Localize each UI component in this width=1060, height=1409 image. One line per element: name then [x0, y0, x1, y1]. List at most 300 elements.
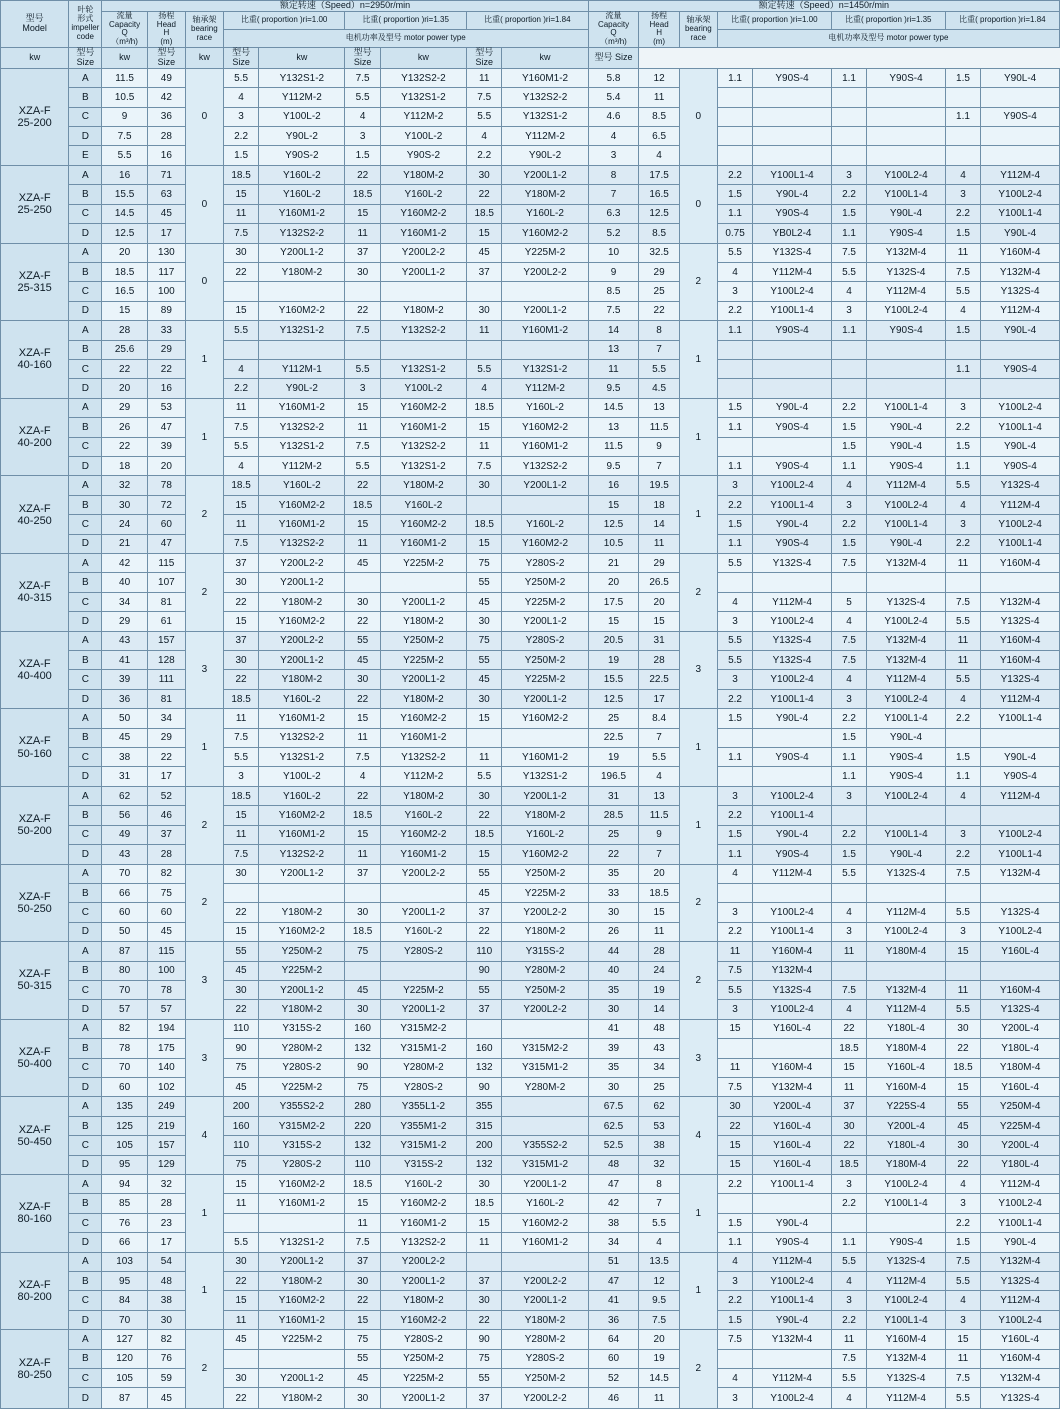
kw-184-2950-cell: 30 [466, 1175, 501, 1194]
kw-135-2950-cell: 30 [345, 903, 380, 922]
capacity-1450-cell: 4.6 [588, 107, 639, 126]
head-2950-cell: 102 [147, 1077, 185, 1096]
size-100-2950-cell: Y160M2-2 [259, 612, 345, 631]
head-1450-cell: 19.5 [639, 476, 680, 495]
kw-135-2950-cell: 15 [345, 1194, 380, 1213]
capacity-1450-cell: 11 [588, 359, 639, 378]
model-cell [1, 1252, 69, 1330]
kw-184-2950-cell: 315 [466, 1116, 501, 1135]
capacity-2950-cell: 70 [102, 864, 148, 883]
bearing-race-1450-cell: 2 [679, 864, 717, 942]
size-135-2950-cell: Y132S2-2 [380, 1233, 466, 1252]
model-size: 80-200 [17, 1290, 52, 1303]
impeller-code-cell: C [69, 1213, 102, 1232]
bearing-en2-2: race [690, 32, 707, 42]
size-135-2950-cell [380, 573, 466, 592]
impeller-code-cell: A [69, 942, 102, 961]
kw-184-2950-cell: 15 [466, 1213, 501, 1232]
size-135-1450-cell: Y100L2-4 [867, 922, 946, 941]
size-135-2950-cell: Y160M2-2 [380, 825, 466, 844]
kw-100-1450-cell: 1.1 [717, 321, 752, 340]
size-135-1450-cell: Y100L2-4 [867, 612, 946, 631]
kw-184-2950-cell: 15 [466, 534, 501, 553]
table-row [1, 1058, 1060, 1077]
table-row [1, 748, 1060, 767]
size-100-1450-cell: Y100L2-4 [753, 1272, 832, 1291]
table-row [1, 670, 1060, 689]
size-135-1450-cell [867, 127, 946, 146]
impeller-code-cell: B [69, 340, 102, 359]
size-100-1450-cell: Y132M-4 [753, 961, 832, 980]
kw-184-2950-cell: 11 [466, 437, 501, 456]
kw-184-2950-cell: 132 [466, 1155, 501, 1174]
kw-100-1450-cell [717, 127, 752, 146]
kw-100-1450-cell: 1.5 [717, 1213, 752, 1232]
kw-135-1450-cell: 3 [831, 165, 866, 184]
kw-135-2950-cell: 5.5 [345, 359, 380, 378]
kw-135-1450-cell: 2.2 [831, 825, 866, 844]
capacity-1450-cell: 62.5 [588, 1116, 639, 1135]
size-184-1450-cell: Y90L-4 [981, 748, 1060, 767]
size-135-1450-cell: Y112M-4 [867, 903, 946, 922]
size-135-1450-cell: Y132M-4 [867, 631, 946, 650]
kw-184-2950-cell: 55 [466, 1369, 501, 1388]
capacity-2950-cell: 21 [102, 534, 148, 553]
table-row [1, 107, 1060, 126]
kw-184-1450-cell: 18.5 [945, 1058, 980, 1077]
capacity-1450-cell: 47 [588, 1272, 639, 1291]
model-size: 40-315 [17, 592, 52, 605]
kw-100-2950-cell: 22 [223, 903, 258, 922]
head-unit-2: (m) [653, 37, 666, 47]
cap-en-2: Capacity [597, 19, 630, 29]
kw-184-1450-cell: 15 [945, 1330, 980, 1349]
size-135-1450-cell: Y90L-4 [867, 437, 946, 456]
size-100-1450-cell: Y160L-4 [753, 1116, 832, 1135]
size-100-2950-cell: Y90L-2 [259, 127, 345, 146]
bearing-race-1450-cell: 0 [679, 68, 717, 165]
head-1450-cell: 48 [639, 1019, 680, 1038]
kw-100-1450-cell [717, 437, 752, 456]
size-100-2950-cell: Y160M1-2 [259, 709, 345, 728]
cap-cn-1: 流量 [116, 10, 133, 20]
size-184-2950-cell: Y200L1-2 [502, 689, 588, 708]
kw-100-2950-cell [223, 340, 258, 359]
header-prop100-1450: 比重( proportion )ri=1.00 [717, 11, 831, 29]
bearing-race-2950-cell: 2 [185, 476, 223, 554]
kw-135-2950-cell: 22 [345, 301, 380, 320]
size-100-1450-cell [753, 340, 832, 359]
kw-135-1450-cell: 3 [831, 1175, 866, 1194]
size-100-2950-cell: Y132S1-2 [259, 321, 345, 340]
size-135-1450-cell: Y100L1-4 [867, 185, 946, 204]
impeller-code-cell: D [69, 224, 102, 243]
kw-100-1450-cell: 3 [717, 1272, 752, 1291]
capacity-2950-cell: 10.5 [102, 88, 148, 107]
table-row [1, 301, 1060, 320]
impeller-code-cell: B [69, 961, 102, 980]
capacity-2950-cell: 84 [102, 1291, 148, 1310]
size-135-1450-cell: Y132S-4 [867, 1369, 946, 1388]
capacity-1450-cell: 30 [588, 903, 639, 922]
kw-135-1450-cell: 1.5 [831, 728, 866, 747]
head-2950-cell: 115 [147, 554, 185, 573]
bearing-cn-2: 轴承架 [686, 15, 711, 25]
kw-135-2950-cell: 55 [345, 1349, 380, 1368]
kw-184-2950-cell: 55 [466, 651, 501, 670]
kw-135-1450-cell: 2.2 [831, 398, 866, 417]
kw-100-2950-cell: 15 [223, 185, 258, 204]
kw-100-1450-cell: 2.2 [717, 165, 752, 184]
size-184-2950-cell: Y250M-2 [502, 651, 588, 670]
size-100-1450-cell: Y100L1-4 [753, 806, 832, 825]
impeller-code-cell: A [69, 554, 102, 573]
kw-135-2950-cell: 3 [345, 379, 380, 398]
kw-135-2950-cell: 5.5 [345, 88, 380, 107]
kw-100-1450-cell [717, 728, 752, 747]
hdr-kw-3: kw [259, 48, 345, 69]
size-135-1450-cell: Y180L-4 [867, 1019, 946, 1038]
kw-100-2950-cell: 75 [223, 1058, 258, 1077]
size-135-1450-cell [867, 961, 946, 980]
size-135-1450-cell: Y90S-4 [867, 321, 946, 340]
impeller-code-cell: A [69, 864, 102, 883]
size-100-2950-cell [259, 1213, 345, 1232]
size-135-2950-cell: Y280S-2 [380, 1330, 466, 1349]
size-135-2950-cell: Y200L1-2 [380, 903, 466, 922]
model-size: 80-250 [17, 1368, 52, 1381]
bearing-race-2950-cell: 0 [185, 68, 223, 165]
kw-100-1450-cell: 1.5 [717, 515, 752, 534]
kw-184-2950-cell: 18.5 [466, 515, 501, 534]
kw-135-2950-cell: 11 [345, 534, 380, 553]
kw-100-1450-cell: 1.1 [717, 418, 752, 437]
kw-184-2950-cell [466, 282, 501, 301]
model-size: 50-200 [17, 825, 52, 838]
impeller-code-cell: B [69, 573, 102, 592]
model-size: 25-250 [17, 204, 52, 217]
bearing-race-1450-cell: 1 [679, 1175, 717, 1253]
kw-135-2950-cell: 15 [345, 515, 380, 534]
capacity-2950-cell: 15.5 [102, 185, 148, 204]
head-1450-cell: 38 [639, 1136, 680, 1155]
size-135-2950-cell: Y200L2-2 [380, 243, 466, 262]
impeller-code-cell: D [69, 689, 102, 708]
capacity-1450-cell: 35 [588, 1058, 639, 1077]
table-row [1, 1175, 1060, 1194]
bearing-race-2950-cell: 1 [185, 1252, 223, 1330]
head-1450-cell: 4 [639, 767, 680, 786]
head-1450-cell: 14.5 [639, 1369, 680, 1388]
header-capacity-1450 [588, 11, 639, 47]
head-2950-cell: 71 [147, 165, 185, 184]
capacity-1450-cell: 15 [588, 495, 639, 514]
header-impeller-code [69, 1, 102, 48]
size-184-1450-cell: Y160M-4 [981, 980, 1060, 999]
kw-184-2950-cell: 37 [466, 903, 501, 922]
head-2950-cell: 81 [147, 689, 185, 708]
capacity-1450-cell: 41 [588, 1019, 639, 1038]
size-184-2950-cell: Y160M1-2 [502, 68, 588, 87]
size-135-2950-cell: Y132S2-2 [380, 68, 466, 87]
bearing-race-1450-cell: 1 [679, 709, 717, 787]
table-row [1, 398, 1060, 417]
kw-184-1450-cell: 4 [945, 165, 980, 184]
kw-100-2950-cell: 7.5 [223, 534, 258, 553]
header-impeller-cn: 叶轮 [77, 5, 94, 15]
kw-135-1450-cell: 37 [831, 1097, 866, 1116]
size-100-2950-cell: Y132S1-2 [259, 437, 345, 456]
size-184-1450-cell: Y100L2-4 [981, 515, 1060, 534]
kw-135-2950-cell: 45 [345, 554, 380, 573]
table-row [1, 1272, 1060, 1291]
size-184-1450-cell: Y132M-4 [981, 592, 1060, 611]
size-100-2950-cell: Y200L2-2 [259, 631, 345, 650]
kw-100-2950-cell: 45 [223, 961, 258, 980]
head-2950-cell: 39 [147, 437, 185, 456]
capacity-2950-cell: 11.5 [102, 68, 148, 87]
head-1450-cell: 28 [639, 651, 680, 670]
size-100-2950-cell: Y200L1-2 [259, 864, 345, 883]
bearing-race-1450-cell: 1 [679, 786, 717, 864]
size-135-1450-cell: Y100L2-4 [867, 165, 946, 184]
kw-184-1450-cell: 1.5 [945, 748, 980, 767]
size-100-1450-cell: Y90S-4 [753, 321, 832, 340]
kw-135-2950-cell: 45 [345, 651, 380, 670]
size-184-2950-cell: Y200L1-2 [502, 1291, 588, 1310]
table-row [1, 1388, 1060, 1408]
head-2950-cell: 34 [147, 709, 185, 728]
kw-184-1450-cell: 5.5 [945, 612, 980, 631]
kw-100-2950-cell: 11 [223, 1194, 258, 1213]
size-184-2950-cell: Y280M-2 [502, 1077, 588, 1096]
kw-184-2950-cell: 30 [466, 301, 501, 320]
bearing-race-1450-cell: 2 [679, 554, 717, 632]
size-135-1450-cell [867, 883, 946, 902]
capacity-2950-cell: 103 [102, 1252, 148, 1271]
model-size: 40-160 [17, 359, 52, 372]
size-135-1450-cell: Y100L1-4 [867, 515, 946, 534]
kw-100-1450-cell: 7.5 [717, 961, 752, 980]
header-impeller-cn2: 形式 [77, 14, 94, 24]
impeller-code-cell: A [69, 1330, 102, 1349]
size-135-1450-cell [867, 88, 946, 107]
capacity-1450-cell: 30 [588, 1077, 639, 1096]
size-184-1450-cell [981, 379, 1060, 398]
size-184-1450-cell: Y160L-4 [981, 1077, 1060, 1096]
head-1450-cell: 11 [639, 1388, 680, 1408]
hdr-size-5: 型号 Size [588, 48, 639, 69]
capacity-2950-cell: 56 [102, 806, 148, 825]
size-100-2950-cell: Y132S2-2 [259, 534, 345, 553]
kw-100-1450-cell: 3 [717, 282, 752, 301]
capacity-1450-cell: 39 [588, 1039, 639, 1058]
head-2950-cell: 45 [147, 204, 185, 223]
head-1450-cell: 17.5 [639, 165, 680, 184]
size-184-2950-cell: Y200L2-2 [502, 903, 588, 922]
kw-135-1450-cell [831, 340, 866, 359]
kw-184-1450-cell [945, 340, 980, 359]
kw-100-2950-cell: 4 [223, 456, 258, 475]
kw-135-1450-cell [831, 88, 866, 107]
size-100-2950-cell: Y100L-2 [259, 107, 345, 126]
capacity-2950-cell: 22 [102, 359, 148, 378]
size-184-2950-cell: Y200L1-2 [502, 1175, 588, 1194]
size-184-2950-cell: Y160M2-2 [502, 1213, 588, 1232]
kw-100-1450-cell: 4 [717, 864, 752, 883]
head-1450-cell: 26.5 [639, 573, 680, 592]
capacity-1450-cell: 3 [588, 146, 639, 165]
size-135-2950-cell: Y225M-2 [380, 554, 466, 573]
kw-100-2950-cell: 5.5 [223, 748, 258, 767]
kw-100-1450-cell [717, 1194, 752, 1213]
head-2950-cell: 128 [147, 651, 185, 670]
head-2950-cell: 48 [147, 1272, 185, 1291]
kw-184-1450-cell: 3 [945, 1194, 980, 1213]
table-row [1, 1000, 1060, 1019]
size-135-2950-cell: Y160L-2 [380, 495, 466, 514]
capacity-1450-cell: 52 [588, 1369, 639, 1388]
kw-184-1450-cell: 5.5 [945, 476, 980, 495]
kw-184-2950-cell: 30 [466, 786, 501, 805]
size-184-2950-cell: Y280M-2 [502, 961, 588, 980]
table-row [1, 554, 1060, 573]
size-135-2950-cell: Y180M-2 [380, 165, 466, 184]
kw-100-2950-cell: 2.2 [223, 127, 258, 146]
size-135-1450-cell: Y100L1-4 [867, 398, 946, 417]
kw-135-2950-cell: 15 [345, 1310, 380, 1329]
capacity-1450-cell: 22.5 [588, 728, 639, 747]
size-135-2950-cell: Y200L1-2 [380, 1272, 466, 1291]
capacity-1450-cell: 14.5 [588, 398, 639, 417]
kw-100-2950-cell: 18.5 [223, 689, 258, 708]
impeller-code-cell: B [69, 418, 102, 437]
impeller-code-cell: B [69, 806, 102, 825]
size-135-1450-cell: Y100L1-4 [867, 825, 946, 844]
size-184-2950-cell: Y90L-2 [502, 146, 588, 165]
kw-100-1450-cell: 5.5 [717, 980, 752, 999]
kw-100-1450-cell: 1.5 [717, 709, 752, 728]
impeller-code-cell: A [69, 321, 102, 340]
hdr-size-0: 型号 Size [69, 48, 102, 69]
kw-135-1450-cell: 5.5 [831, 864, 866, 883]
size-184-2950-cell: Y200L1-2 [502, 476, 588, 495]
size-184-1450-cell [981, 806, 1060, 825]
size-184-1450-cell: Y132S-4 [981, 476, 1060, 495]
size-100-1450-cell: Y100L2-4 [753, 1000, 832, 1019]
size-135-1450-cell: Y100L1-4 [867, 1310, 946, 1329]
table-row [1, 1291, 1060, 1310]
size-135-2950-cell: Y160M2-2 [380, 515, 466, 534]
size-100-1450-cell [753, 88, 832, 107]
head-1450-cell: 7 [639, 728, 680, 747]
size-135-1450-cell: Y112M-4 [867, 282, 946, 301]
kw-135-1450-cell: 7.5 [831, 651, 866, 670]
table-row [1, 1039, 1060, 1058]
head-2950-cell: 32 [147, 1175, 185, 1194]
capacity-2950-cell: 15 [102, 301, 148, 320]
size-135-2950-cell [380, 883, 466, 902]
model-cell [1, 68, 69, 165]
head-1450-cell: 20 [639, 864, 680, 883]
impeller-code-cell: D [69, 1000, 102, 1019]
size-100-1450-cell: Y100L1-4 [753, 495, 832, 514]
size-135-1450-cell: Y112M-4 [867, 1388, 946, 1408]
kw-135-2950-cell: 11 [345, 728, 380, 747]
kw-100-2950-cell: 11 [223, 709, 258, 728]
size-135-1450-cell: Y90L-4 [867, 418, 946, 437]
impeller-code-cell: A [69, 398, 102, 417]
capacity-2950-cell: 78 [102, 1039, 148, 1058]
kw-184-2950-cell [466, 340, 501, 359]
head-1450-cell: 12 [639, 68, 680, 87]
impeller-code-cell: C [69, 204, 102, 223]
table-row [1, 1330, 1060, 1349]
kw-184-1450-cell: 2.2 [945, 1213, 980, 1232]
kw-135-1450-cell [831, 883, 866, 902]
size-100-2950-cell: Y132S1-2 [259, 68, 345, 87]
size-184-2950-cell: Y200L2-2 [502, 262, 588, 281]
kw-100-1450-cell [717, 573, 752, 592]
size-135-1450-cell: Y225S-4 [867, 1097, 946, 1116]
kw-184-1450-cell [945, 146, 980, 165]
head-2950-cell: 72 [147, 495, 185, 514]
bearing-race-2950-cell: 2 [185, 1330, 223, 1408]
size-100-1450-cell: Y100L2-4 [753, 476, 832, 495]
kw-135-2950-cell: 11 [345, 1213, 380, 1232]
head-2950-cell: 17 [147, 767, 185, 786]
table-row [1, 1194, 1060, 1213]
head-1450-cell: 43 [639, 1039, 680, 1058]
head-1450-cell: 19 [639, 980, 680, 999]
kw-100-1450-cell: 0.75 [717, 224, 752, 243]
table-row [1, 224, 1060, 243]
size-100-1450-cell: Y160L-4 [753, 1155, 832, 1174]
size-100-1450-cell: Y132S-4 [753, 631, 832, 650]
head-1450-cell: 25 [639, 282, 680, 301]
size-184-1450-cell: Y132M-4 [981, 1252, 1060, 1271]
capacity-2950-cell: 16 [102, 165, 148, 184]
model-series: XZA-F [18, 890, 51, 903]
size-100-2950-cell [259, 883, 345, 902]
kw-135-1450-cell: 3 [831, 922, 866, 941]
head-1450-cell: 18 [639, 495, 680, 514]
head-2950-cell: 45 [147, 1388, 185, 1408]
capacity-1450-cell: 41 [588, 1291, 639, 1310]
table-row [1, 825, 1060, 844]
kw-184-2950-cell: 7.5 [466, 456, 501, 475]
capacity-2950-cell: 16.5 [102, 282, 148, 301]
model-series: XZA-F [18, 1045, 51, 1058]
kw-135-2950-cell: 7.5 [345, 1233, 380, 1252]
capacity-1450-cell: 47 [588, 1175, 639, 1194]
kw-100-1450-cell: 22 [717, 1116, 752, 1135]
kw-135-1450-cell [831, 573, 866, 592]
head-2950-cell: 111 [147, 670, 185, 689]
size-184-2950-cell: Y180M-2 [502, 1310, 588, 1329]
kw-135-1450-cell: 7.5 [831, 554, 866, 573]
size-135-1450-cell: Y112M-4 [867, 670, 946, 689]
kw-135-1450-cell [831, 806, 866, 825]
head-1450-cell: 13.5 [639, 1252, 680, 1271]
kw-100-1450-cell [717, 1349, 752, 1368]
size-100-1450-cell: Y160L-4 [753, 1019, 832, 1038]
kw-135-2950-cell: 11 [345, 845, 380, 864]
size-184-2950-cell: Y225M-2 [502, 243, 588, 262]
size-184-2950-cell: Y250M-2 [502, 980, 588, 999]
kw-100-1450-cell [717, 146, 752, 165]
size-100-2950-cell: Y280M-2 [259, 1039, 345, 1058]
